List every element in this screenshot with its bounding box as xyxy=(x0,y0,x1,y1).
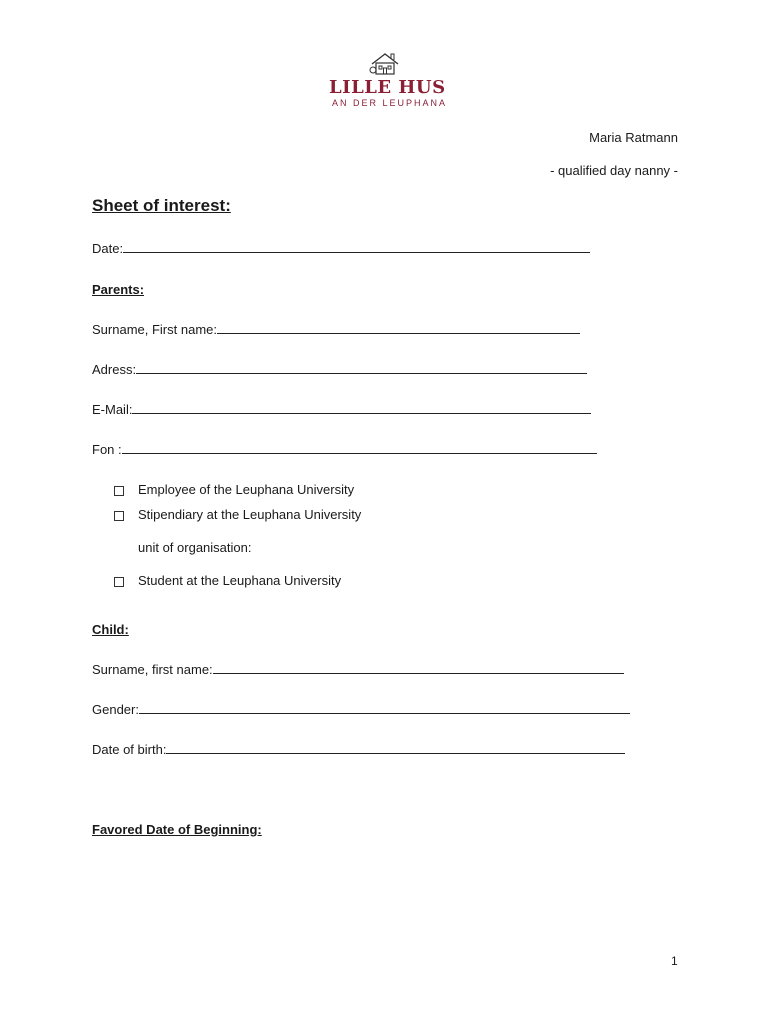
parents-heading: Parents: xyxy=(92,282,145,297)
gender-label: Gender: xyxy=(92,702,139,717)
unit-of-organisation-label: unit of organisation: xyxy=(138,540,252,555)
address-field[interactable] xyxy=(92,362,587,377)
phone-field[interactable] xyxy=(92,442,597,457)
page-number: 1 xyxy=(671,954,678,968)
phone-label: Fon : xyxy=(92,442,122,457)
email-line xyxy=(132,402,591,414)
page-title: Sheet of interest: xyxy=(92,196,231,215)
house-icon xyxy=(369,52,401,76)
logo-subtitle: AN DER LEUPHANA xyxy=(332,98,448,108)
parent-name-field[interactable] xyxy=(92,322,580,337)
email-field[interactable] xyxy=(92,402,591,417)
date-line xyxy=(123,241,590,253)
nanny-name: Maria Ratmann xyxy=(589,130,678,145)
child-name-field[interactable] xyxy=(92,662,624,677)
gender-field[interactable] xyxy=(92,702,630,717)
address-line xyxy=(136,362,587,374)
lille-hus-logo xyxy=(320,50,450,112)
phone-line xyxy=(122,442,597,454)
nanny-role: - qualified day nanny - xyxy=(550,163,678,178)
birthdate-label: Date of birth: xyxy=(92,742,167,757)
student-checkbox[interactable] xyxy=(114,577,124,587)
stipendiary-checkbox[interactable] xyxy=(114,511,124,521)
child-name-label: Surname, first name: xyxy=(92,662,213,677)
gender-line xyxy=(139,702,630,714)
address-label: Adress: xyxy=(92,362,137,377)
employee-option-label: Employee of the Leuphana University xyxy=(138,482,355,497)
parent-name-line xyxy=(217,322,580,334)
date-field[interactable] xyxy=(92,241,590,256)
birthdate-line xyxy=(166,742,625,754)
parent-name-label: Surname, First name: xyxy=(92,322,217,337)
birthdate-field[interactable] xyxy=(92,742,625,757)
email-label: E-Mail: xyxy=(92,402,133,417)
stipendiary-option-label: Stipendiary at the Leuphana University xyxy=(138,507,362,522)
child-name-line xyxy=(213,662,624,674)
date-label: Date: xyxy=(92,241,124,256)
favored-date-heading: Favored Date of Beginning: xyxy=(92,822,262,837)
employee-checkbox[interactable] xyxy=(114,486,124,496)
student-option-label: Student at the Leuphana University xyxy=(138,573,342,588)
child-heading: Child: xyxy=(92,622,129,637)
logo-title: LILLE HUS xyxy=(329,77,446,98)
